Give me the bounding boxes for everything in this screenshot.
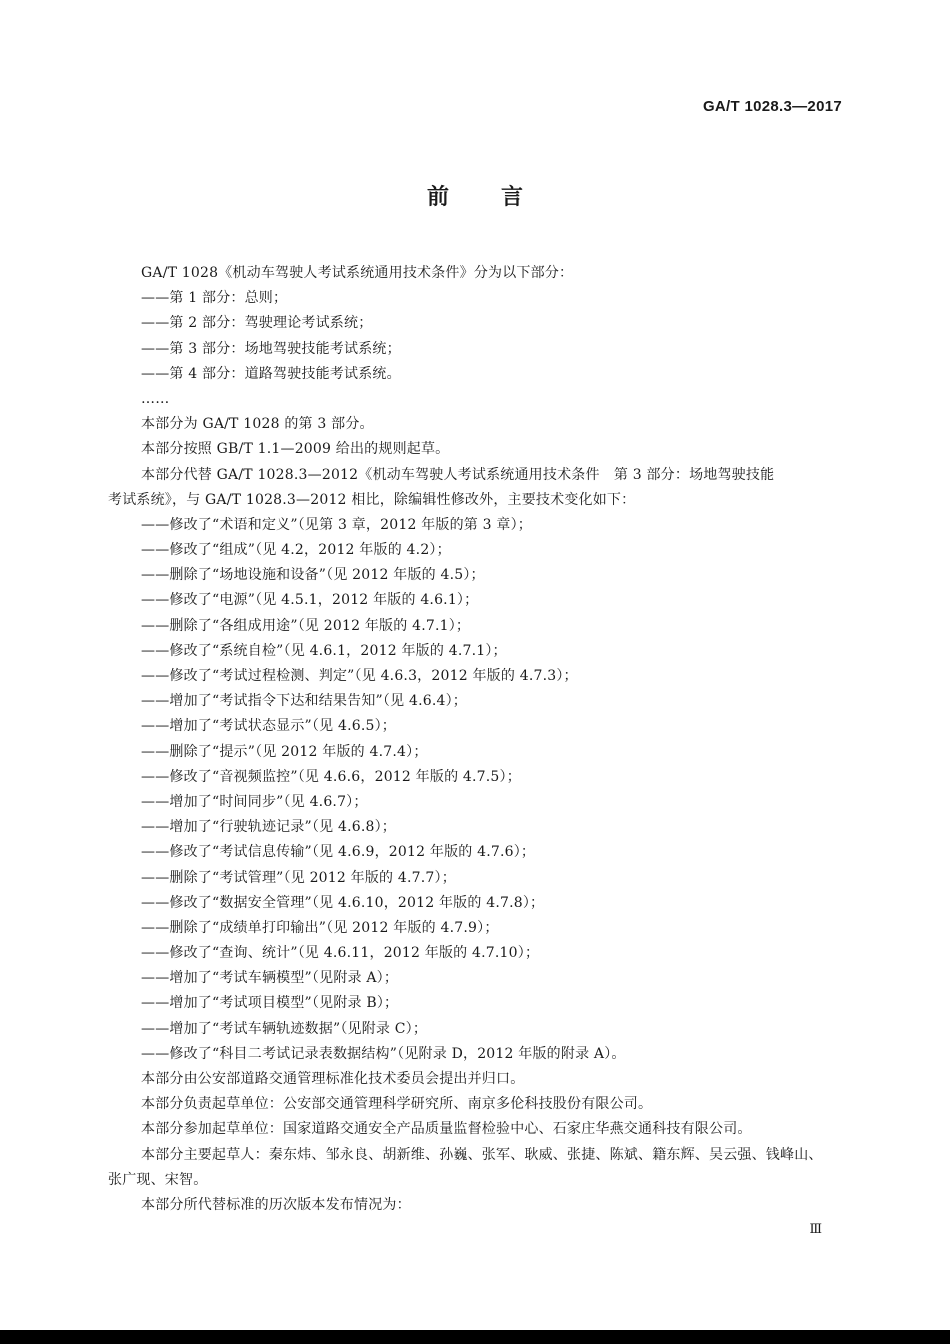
paragraph-line: ——第 4 部分：道路驾驶技能考试系统。 xyxy=(141,365,401,382)
paragraph-line: ——修改了“科目二考试记录表数据结构”（见附录 D，2012 年版的附录 A）。 xyxy=(141,1045,626,1062)
foreword-body xyxy=(108,261,843,1218)
paragraph-line: ——第 3 部分：场地驾驶技能考试系统； xyxy=(141,340,401,357)
paragraph-line: ——修改了“考试信息传输”（见 4.6.9，2012 年版的 4.7.6）； xyxy=(141,844,536,861)
paragraph-line: 本部分主要起草人：秦东炜、邹永良、胡新维、孙巍、张军、耿威、张捷、陈斌、籍东辉、吴云强、钱峰山、 xyxy=(141,1146,823,1163)
page-title: 前言 xyxy=(426,185,575,210)
paragraph-line: ——增加了“考试项目模型”（见附录 B）； xyxy=(141,995,399,1012)
paragraph-line: ——修改了“术语和定义”（见第 3 章，2012 年版的第 3 章）； xyxy=(141,516,533,533)
paragraph-line: ——删除了“场地设施和设备”（见 2012 年版的 4.5）； xyxy=(141,567,485,584)
bottom-border xyxy=(0,1330,950,1344)
paragraph-line: ——修改了“电源”（见 4.5.1，2012 年版的 4.6.1）； xyxy=(141,592,479,609)
paragraph-line: 本部分代替 GA/T 1028.3—2012《机动车驾驶人考试系统通用技术条件 第 3 部分：场地驾驶技能 xyxy=(141,466,775,483)
paragraph-line: GA/T 1028《机动车驾驶人考试系统通用技术条件》分为以下部分： xyxy=(141,265,574,281)
paragraph-line: 考试系统》，与 GA/T 1028.3—2012 相比，除编辑性修改外，主要技术变化如下： xyxy=(108,491,636,508)
paragraph-line: ——增加了“考试车辆模型”（见附录 A）； xyxy=(141,970,399,987)
paragraph-line: ——修改了“数据安全管理”（见 4.6.10，2012 年版的 4.7.8）； xyxy=(141,894,545,911)
paragraph-line: ——第 2 部分：驾驶理论考试系统； xyxy=(141,315,373,332)
paragraph-line: ——修改了“系统自检”（见 4.6.1，2012 年版的 4.7.1）； xyxy=(141,642,507,659)
paragraph-line: ——修改了“音视频监控”（见 4.6.6，2012 年版的 4.7.5）； xyxy=(141,768,521,785)
paragraph-line: ——修改了“查询、统计”（见 4.6.11，2012 年版的 4.7.10）； xyxy=(141,945,540,962)
paragraph-line: ——删除了“成绩单打印输出”（见 2012 年版的 4.7.9）； xyxy=(141,919,499,936)
paragraph-line: ——第 1 部分：总则； xyxy=(141,290,288,307)
paragraph-line: ——修改了“考试过程检测、判定”（见 4.6.3，2012 年版的 4.7.3）； xyxy=(141,668,578,684)
paragraph-line: ——增加了“考试状态显示”（见 4.6.5）； xyxy=(141,718,396,735)
paragraph-line: 本部分由公安部道路交通管理标准化技术委员会提出并归口。 xyxy=(141,1071,525,1087)
paragraph-line: 本部分为 GA/T 1028 的第 3 部分。 xyxy=(141,416,374,433)
paragraph-line: 本部分所代替标准的历次版本发布情况为： xyxy=(141,1196,411,1213)
paragraph-line: ——修改了“组成”（见 4.2，2012 年版的 4.2）； xyxy=(141,542,451,559)
paragraph-line: ——删除了“各组成用途”（见 2012 年版的 4.7.1）； xyxy=(141,617,471,634)
paragraph-line: 张广现、宋智。 xyxy=(108,1171,208,1188)
paragraph-line: ——增加了“考试车辆轨迹数据”（见附录 C）； xyxy=(141,1020,428,1037)
paragraph-line: ——增加了“考试指令下达和结果告知”（见 4.6.4）； xyxy=(141,693,467,710)
paragraph-line: 本部分负责起草单位：公安部交通管理科学研究所、南京多伦科技股份有限公司。 xyxy=(141,1096,653,1113)
paragraph-line: 本部分按照 GB/T 1.1—2009 给出的规则起草。 xyxy=(141,441,450,458)
paragraph-line: ——删除了“提示”（见 2012 年版的 4.7.4）； xyxy=(141,743,428,760)
paragraph-line: 本部分参加起草单位：国家道路交通安全产品质量监督检验中心、石家庄华燕交通科技有限公司。 xyxy=(141,1121,752,1138)
paragraph-line: ——增加了“时间同步”（见 4.6.7）； xyxy=(141,793,368,810)
standard-code: GA/T 1028.3—2017 xyxy=(702,98,842,115)
page-number: Ⅲ xyxy=(809,1222,822,1237)
paragraph-line: ——增加了“行驶轨迹记录”（见 4.6.8）； xyxy=(141,819,396,836)
paragraph-line: …… xyxy=(141,390,170,407)
paragraph-line: ——删除了“考试管理”（见 2012 年版的 4.7.7）； xyxy=(141,869,456,886)
